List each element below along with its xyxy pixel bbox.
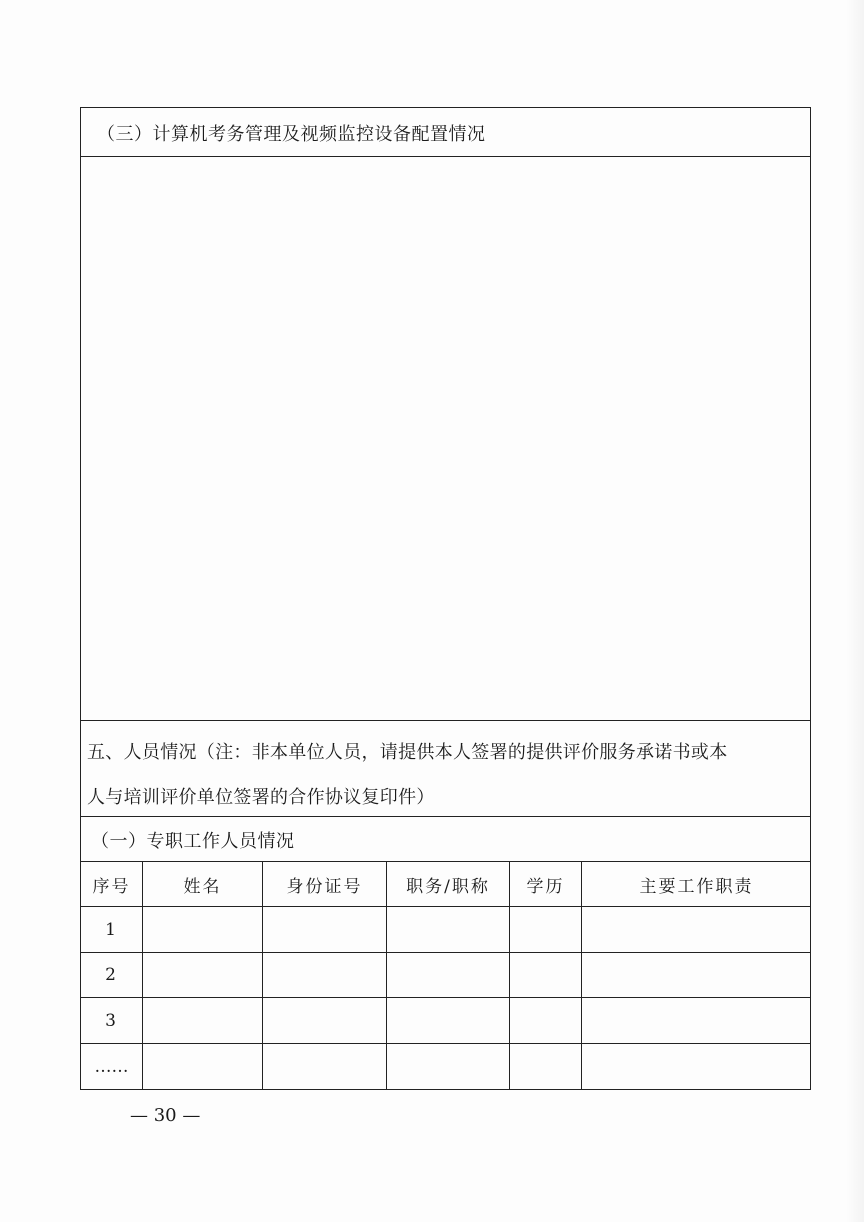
row-index-cell: 1 — [105, 919, 118, 940]
name-cell[interactable] — [142, 1044, 262, 1089]
id-number-cell[interactable] — [262, 1044, 386, 1089]
education-cell[interactable] — [509, 953, 581, 997]
header-cell-education: 学历 — [509, 862, 581, 906]
header-cell-position-title: 职务/职称 — [386, 862, 509, 906]
table-row — [81, 952, 810, 997]
position-title-cell[interactable] — [386, 953, 509, 997]
education-cell[interactable] — [509, 907, 581, 952]
position-title-cell[interactable] — [386, 907, 509, 952]
section-five-header-row — [81, 720, 810, 816]
section-five-title-line2: 人与培训评价单位签署的合作协议复印件） — [87, 787, 435, 808]
id-number-cell[interactable] — [262, 998, 386, 1043]
form-frame — [80, 107, 811, 1090]
main-duties-cell[interactable] — [581, 907, 811, 952]
position-title-cell[interactable] — [386, 1044, 509, 1089]
section-five-title-line1: 五、人员情况（注：非本单位人员，请提供本人签署的提供评价服务承诺书或本 — [87, 742, 728, 763]
name-cell[interactable] — [142, 907, 262, 952]
page-edge-shadow — [846, 0, 864, 1222]
position-title-cell[interactable] — [386, 998, 509, 1043]
name-cell[interactable] — [142, 953, 262, 997]
header-cell-name: 姓名 — [142, 862, 262, 906]
section-three-header-row — [81, 108, 810, 156]
main-duties-cell[interactable] — [581, 1044, 811, 1089]
education-cell[interactable] — [509, 1044, 581, 1089]
table-row — [81, 997, 810, 1043]
row-index-cell: …… — [94, 1056, 129, 1077]
subsection-one-header-row — [81, 816, 810, 861]
table-row — [81, 906, 810, 952]
header-cell-index: 序号 — [92, 876, 131, 897]
main-duties-cell[interactable] — [581, 953, 811, 997]
education-cell[interactable] — [509, 998, 581, 1043]
row-index-cell: 2 — [105, 965, 118, 985]
staff-table-header-row — [81, 861, 810, 906]
section-three-title: （三）计算机考务管理及视频监控设备配置情况 — [97, 124, 486, 145]
id-number-cell[interactable] — [262, 953, 386, 997]
id-number-cell[interactable] — [262, 907, 386, 952]
header-cell-id-number: 身份证号 — [262, 862, 386, 906]
section-three-content-area — [81, 156, 810, 720]
table-row — [81, 1043, 810, 1089]
page-number: — 30 — — [130, 1105, 201, 1126]
subsection-one-title: （一）专职工作人员情况 — [91, 831, 295, 852]
name-cell[interactable] — [142, 998, 262, 1043]
header-cell-main-duties: 主要工作职责 — [581, 862, 811, 906]
row-index-cell: 3 — [105, 1010, 118, 1031]
main-duties-cell[interactable] — [581, 998, 811, 1043]
